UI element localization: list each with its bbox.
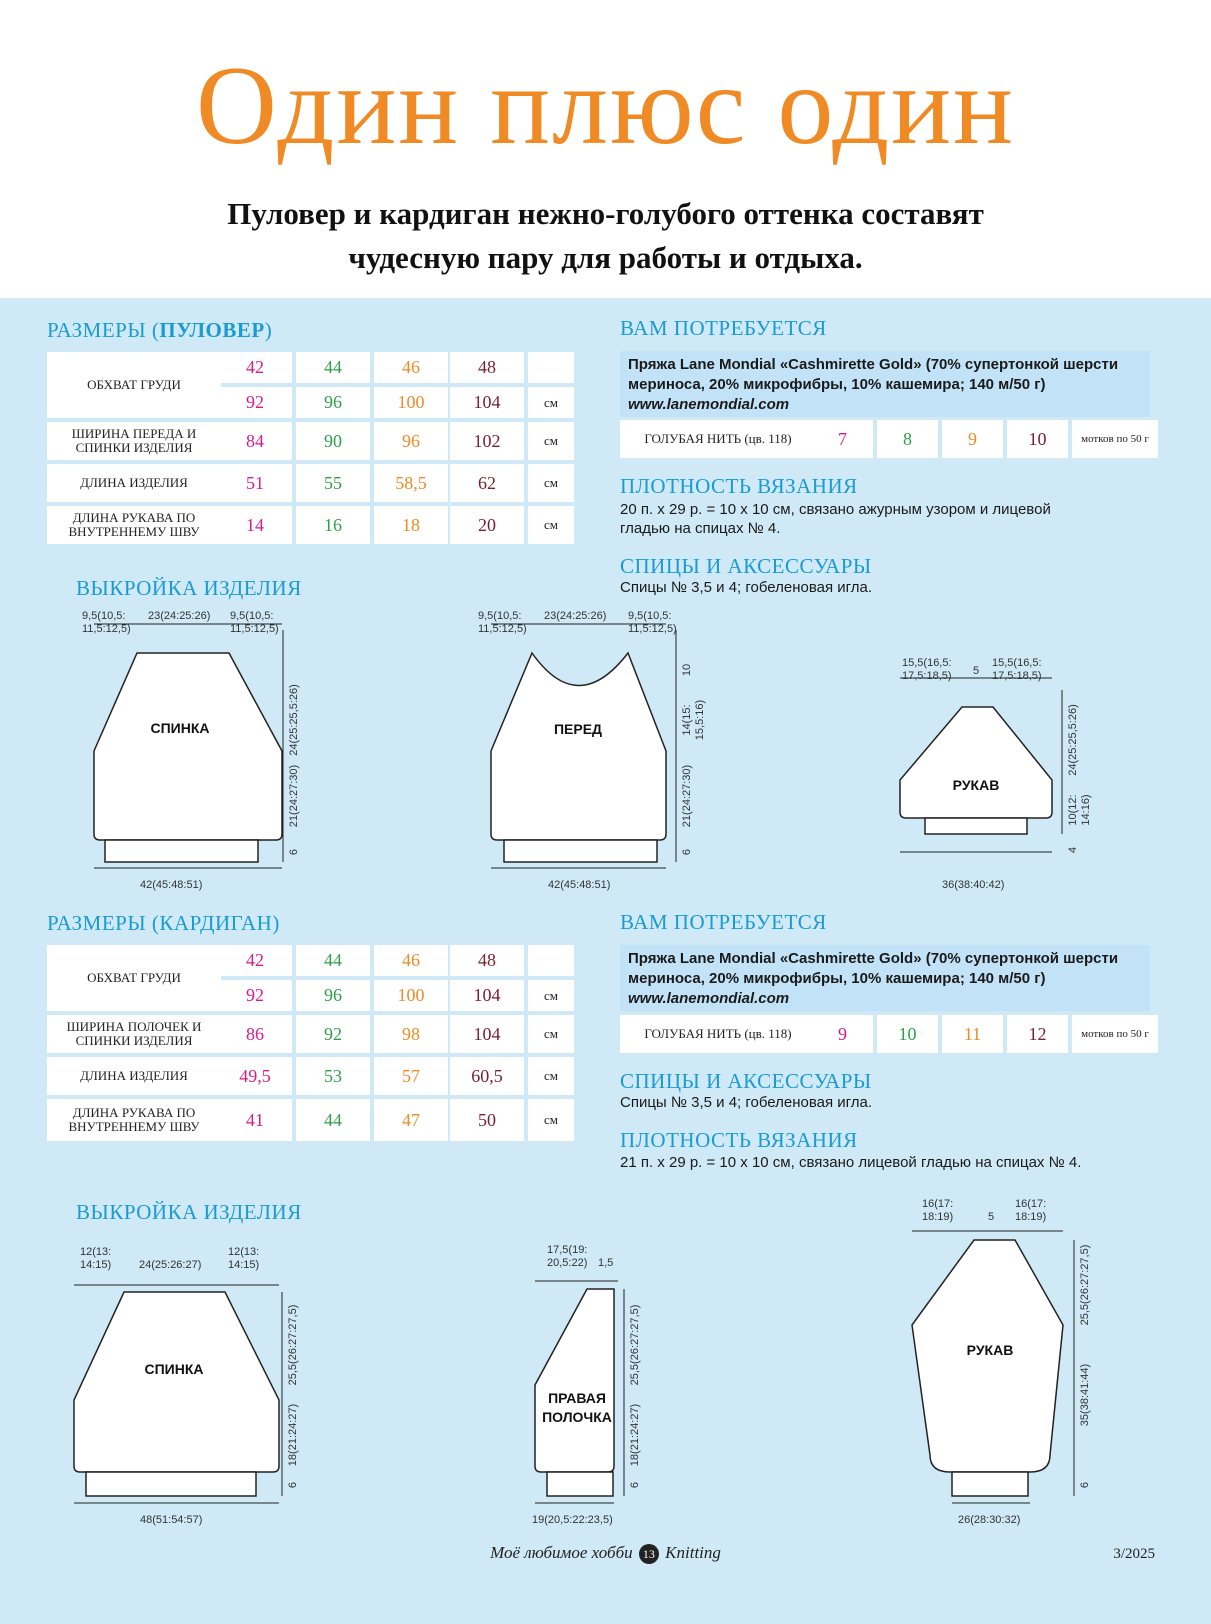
table-cell: 98 <box>374 1015 448 1053</box>
pullover-pattern-heading: ВЫКРОЙКА ИЗДЕЛИЯ <box>76 576 302 600</box>
magazine-name: Моё любимое хобби <box>490 1543 633 1562</box>
yarn-url: www.lanemondial.com <box>628 990 790 1007</box>
dim-label: 10 <box>681 663 693 677</box>
row-label: ДЛИНА РУКАВА ПО ВНУТРЕННЕМУ ШВУ <box>47 1099 221 1141</box>
row-label: ДЛИНА РУКАВА ПО ВНУТРЕННЕМУ ШВУ <box>47 506 221 544</box>
footer-magazine <box>0 1543 1211 1564</box>
unit-cell: см <box>528 1015 574 1053</box>
row-label: ШИРИНА ПОЛОЧЕК И СПИНКИ ИЗДЕЛИЯ <box>47 1015 221 1053</box>
dim-label: 5 <box>988 1211 995 1223</box>
page-title: Один плюс один <box>195 44 1016 168</box>
pullover-schematics <box>0 600 1211 900</box>
dim-label: 35(38:41:44) <box>1079 1363 1091 1427</box>
dim-label: 9,5(10,5: <box>82 610 126 622</box>
sleeve-label: РУКАВ <box>966 1342 1014 1358</box>
yarn-color-label: ГОЛУБАЯ НИТЬ (цв. 118) <box>620 1015 816 1053</box>
yarn-url: www.lanemondial.com <box>628 396 790 413</box>
dim-label: 24(25:26:27) <box>139 1259 202 1271</box>
right-front-piece <box>535 1289 614 1472</box>
dim-label: 25,5(26:27:27,5) <box>287 1304 299 1386</box>
table-cell: 104 <box>450 387 524 418</box>
pullover-heading-bold: ПУЛОВЕР <box>159 318 265 342</box>
dim-label: 11,5:12,5) <box>478 623 527 635</box>
dim-label: 18(21:24:27) <box>287 1403 299 1467</box>
pullover-yarn-box <box>620 351 1150 417</box>
yarn-unit: мотков по 50 г <box>1072 420 1158 458</box>
pullover-needles-text: Спицы № 3,5 и 4; гобеленовая игла. <box>620 579 873 596</box>
table-cell: 18 <box>374 506 448 544</box>
table-cell: 100 <box>374 980 448 1011</box>
dim-label: 5 <box>973 665 980 677</box>
table-cell: 50 <box>450 1099 524 1141</box>
cardigan-needles-text: Спицы № 3,5 и 4; гобеленовая игла. <box>620 1094 873 1111</box>
yarn-amount: 9 <box>942 420 1003 458</box>
dim-label: 18:19) <box>1015 1211 1047 1223</box>
table-cell: 44 <box>296 1099 370 1141</box>
table-cell: 92 <box>218 387 292 418</box>
size-cell: 42 <box>218 352 292 383</box>
dim-label: 6 <box>629 1481 641 1489</box>
size-cell: 48 <box>450 352 524 383</box>
table-cell: 96 <box>296 980 370 1011</box>
dim-label: 42(45:48:51) <box>140 879 203 891</box>
size-cell: 44 <box>296 352 370 383</box>
back-label: СПИНКА <box>150 720 210 736</box>
pullover-needles-heading: СПИЦЫ И АКСЕССУАРЫ <box>620 554 872 578</box>
table-cell: 104 <box>450 1015 524 1053</box>
unit-cell: см <box>528 1057 574 1095</box>
dim-label: 6 <box>287 1481 299 1489</box>
size-cell: 46 <box>374 945 448 976</box>
cardigan-gauge-text: 21 п. х 29 р. = 10 х 10 см, связано лицевой гладью на спицах № 4. <box>620 1154 1082 1171</box>
pullover-heading-prefix: РАЗМЕРЫ ( <box>47 318 160 342</box>
dim-label: 25,5(26:27:27,5) <box>629 1304 641 1386</box>
dim-label: 6 <box>288 848 300 856</box>
dim-label: 15,5(16,5: <box>992 657 1042 669</box>
empty-cell <box>528 352 574 383</box>
front-rib <box>547 1472 613 1496</box>
row-label: ДЛИНА ИЗДЕЛИЯ <box>47 464 221 502</box>
dim-label: 24(25:25,5:26) <box>288 684 300 756</box>
dim-label: 15,5(16,5: <box>902 657 952 669</box>
back-label: СПИНКА <box>144 1361 204 1377</box>
unit-cell: см <box>528 980 574 1011</box>
table-cell: 47 <box>374 1099 448 1141</box>
pullover-gauge-heading: ПЛОТНОСТЬ ВЯЗАНИЯ <box>620 474 858 498</box>
dim-label: 16(17: <box>922 1198 954 1210</box>
table-cell: 102 <box>450 422 524 460</box>
table-cell: 51 <box>218 464 292 502</box>
dim-label: 23(24:25:26) <box>544 610 607 622</box>
cardigan-pattern-heading: ВЫКРОЙКА ИЗДЕЛИЯ <box>76 1200 302 1224</box>
size-cell: 42 <box>218 945 292 976</box>
unit-cell: см <box>528 506 574 544</box>
issue-number: 3/2025 <box>1113 1546 1155 1562</box>
cardigan-yarn-box <box>620 945 1150 1011</box>
dim-label: 11,5:12,5) <box>230 623 279 635</box>
dim-label: 16(17: <box>1015 1198 1047 1210</box>
yarn-amount: 8 <box>877 420 938 458</box>
table-cell: 96 <box>296 387 370 418</box>
back-rib <box>105 840 258 862</box>
table-cell: 57 <box>374 1057 448 1095</box>
table-cell: 41 <box>218 1099 292 1141</box>
dim-label: 20,5:22) <box>547 1257 588 1269</box>
table-cell: 96 <box>374 422 448 460</box>
dim-label: 21(24:27:30) <box>288 764 300 828</box>
sleeve-piece <box>900 707 1052 818</box>
dim-label: 4 <box>1067 846 1079 854</box>
cardigan-schematics <box>0 1195 1211 1535</box>
table-cell: 49,5 <box>218 1057 292 1095</box>
cardigan-needles-heading: СПИЦЫ И АКСЕССУАРЫ <box>620 1069 872 1093</box>
table-cell: 100 <box>374 387 448 418</box>
dim-label: 14:15) <box>228 1259 260 1271</box>
pullover-heading-suffix: ) <box>264 318 273 342</box>
sleeve-label: РУКАВ <box>952 777 1000 793</box>
dim-label: 21(24:27:30) <box>681 764 693 828</box>
cardigan-sizes-heading: РАЗМЕРЫ (КАРДИГАН) <box>47 911 280 935</box>
dim-label: 42(45:48:51) <box>548 879 611 891</box>
yarn-text: Пряжа Lane Mondial «Cashmirette Gold» (70% супертонкой шерсти мериноса, 20% микрофибры, 10% кашемира; 140 м/50 г) <box>628 356 1119 393</box>
yarn-amount: 7 <box>812 420 873 458</box>
dim-label: 12(13: <box>80 1246 112 1258</box>
table-cell: 20 <box>450 506 524 544</box>
dim-label: 19(20,5:22:23,5) <box>532 1514 613 1526</box>
dim-label: 18:19) <box>922 1211 954 1223</box>
subtitle-line-1: Пуловер и кардиган нежно-голубого оттенка составят <box>227 196 984 231</box>
table-cell: 62 <box>450 464 524 502</box>
row-label: ШИРИНА ПЕРЕДА И СПИНКИ ИЗДЕЛИЯ <box>47 422 221 460</box>
unit-cell: см <box>528 1099 574 1141</box>
front-label-line1: ПРАВАЯ <box>548 1390 606 1406</box>
front-label: ПЕРЕД <box>553 721 603 737</box>
dim-label: 17,5:18,5) <box>902 670 952 682</box>
back-piece <box>74 1292 279 1472</box>
back-rib <box>86 1472 256 1496</box>
table-cell: 55 <box>296 464 370 502</box>
table-cell: 104 <box>450 980 524 1011</box>
dim-label: 14(15: <box>681 704 693 736</box>
table-cell: 86 <box>218 1015 292 1053</box>
yarn-text: Пряжа Lane Mondial «Cashmirette Gold» (70% супертонкой шерсти мериноса, 20% микрофибры, 10% кашемира; 140 м/50 г) <box>628 950 1119 987</box>
subtitle-line-2: чудесную пару для работы и отдыха. <box>348 240 863 275</box>
back-piece <box>94 653 282 840</box>
yarn-amount: 10 <box>877 1015 938 1053</box>
yarn-amount: 12 <box>1007 1015 1068 1053</box>
pullover-need-heading: ВАМ ПОТРЕБУЕТСЯ <box>620 316 827 340</box>
sleeve-rib <box>952 1472 1028 1496</box>
size-cell: 48 <box>450 945 524 976</box>
dim-label: 23(24:25:26) <box>148 610 211 622</box>
dim-label: 36(38:40:42) <box>942 879 1005 891</box>
cardigan-need-heading: ВАМ ПОТРЕБУЕТСЯ <box>620 910 827 934</box>
table-cell: 60,5 <box>450 1057 524 1095</box>
table-cell: 92 <box>218 980 292 1011</box>
front-piece <box>491 653 666 840</box>
dim-label: 48(51:54:57) <box>140 1514 203 1526</box>
dim-label: 6 <box>1079 1481 1091 1489</box>
magazine-section: Knitting <box>665 1543 721 1562</box>
header <box>0 0 1211 300</box>
row-label: ОБХВАТ ГРУДИ <box>47 945 221 1011</box>
unit-cell: см <box>528 387 574 418</box>
dim-label: 9,5(10,5: <box>230 610 274 622</box>
dim-label: 18(21:24:27) <box>629 1403 641 1467</box>
page-number: 13 <box>639 1544 659 1564</box>
row-label: ОБХВАТ ГРУДИ <box>47 352 221 418</box>
pullover-gauge-text: 20 п. х 29 р. = 10 х 10 см, связано ажурным узором и лицевой гладью на спицах № 4. <box>620 501 1051 537</box>
unit-cell: см <box>528 464 574 502</box>
dim-label: 11,5:12,5) <box>82 623 131 635</box>
dim-label: 17,5:18,5) <box>992 670 1042 682</box>
dim-label: 15,5:16) <box>694 699 706 741</box>
size-cell: 46 <box>374 352 448 383</box>
dim-label: 6 <box>681 848 693 856</box>
subtitle <box>0 192 1211 280</box>
dim-label: 17,5(19: <box>547 1244 588 1256</box>
unit-cell: см <box>528 422 574 460</box>
yarn-amount: 9 <box>812 1015 873 1053</box>
table-cell: 53 <box>296 1057 370 1095</box>
cardigan-gauge-heading: ПЛОТНОСТЬ ВЯЗАНИЯ <box>620 1128 858 1152</box>
table-cell: 92 <box>296 1015 370 1053</box>
front-label-line2: ПОЛОЧКА <box>542 1409 612 1425</box>
yarn-amount: 10 <box>1007 420 1068 458</box>
table-cell: 90 <box>296 422 370 460</box>
dim-label: 14:15) <box>80 1259 112 1271</box>
dim-label: 25,5(26:27:27,5) <box>1079 1244 1091 1326</box>
dim-label: 9,5(10,5: <box>478 610 522 622</box>
dim-label: 14:16) <box>1080 794 1092 826</box>
yarn-color-label: ГОЛУБАЯ НИТЬ (цв. 118) <box>620 420 816 458</box>
dim-label: 24(25:25,5:26) <box>1067 704 1079 776</box>
yarn-amount: 11 <box>942 1015 1003 1053</box>
front-rib <box>504 840 657 862</box>
table-cell: 16 <box>296 506 370 544</box>
dim-label: 26(28:30:32) <box>958 1514 1021 1526</box>
dim-label: 11,5:12,5) <box>628 623 677 635</box>
yarn-unit: мотков по 50 г <box>1072 1015 1158 1053</box>
size-cell: 44 <box>296 945 370 976</box>
dim-label: 1,5 <box>598 1257 614 1269</box>
pullover-sizes-heading <box>47 318 272 343</box>
dim-label: 12(13: <box>228 1246 260 1258</box>
table-cell: 84 <box>218 422 292 460</box>
empty-cell <box>528 945 574 976</box>
dim-label: 9,5(10,5: <box>628 610 672 622</box>
table-cell: 58,5 <box>374 464 448 502</box>
dim-label: 10(12: <box>1067 794 1079 826</box>
table-cell: 14 <box>218 506 292 544</box>
row-label: ДЛИНА ИЗДЕЛИЯ <box>47 1057 221 1095</box>
sleeve-rib <box>925 818 1027 834</box>
